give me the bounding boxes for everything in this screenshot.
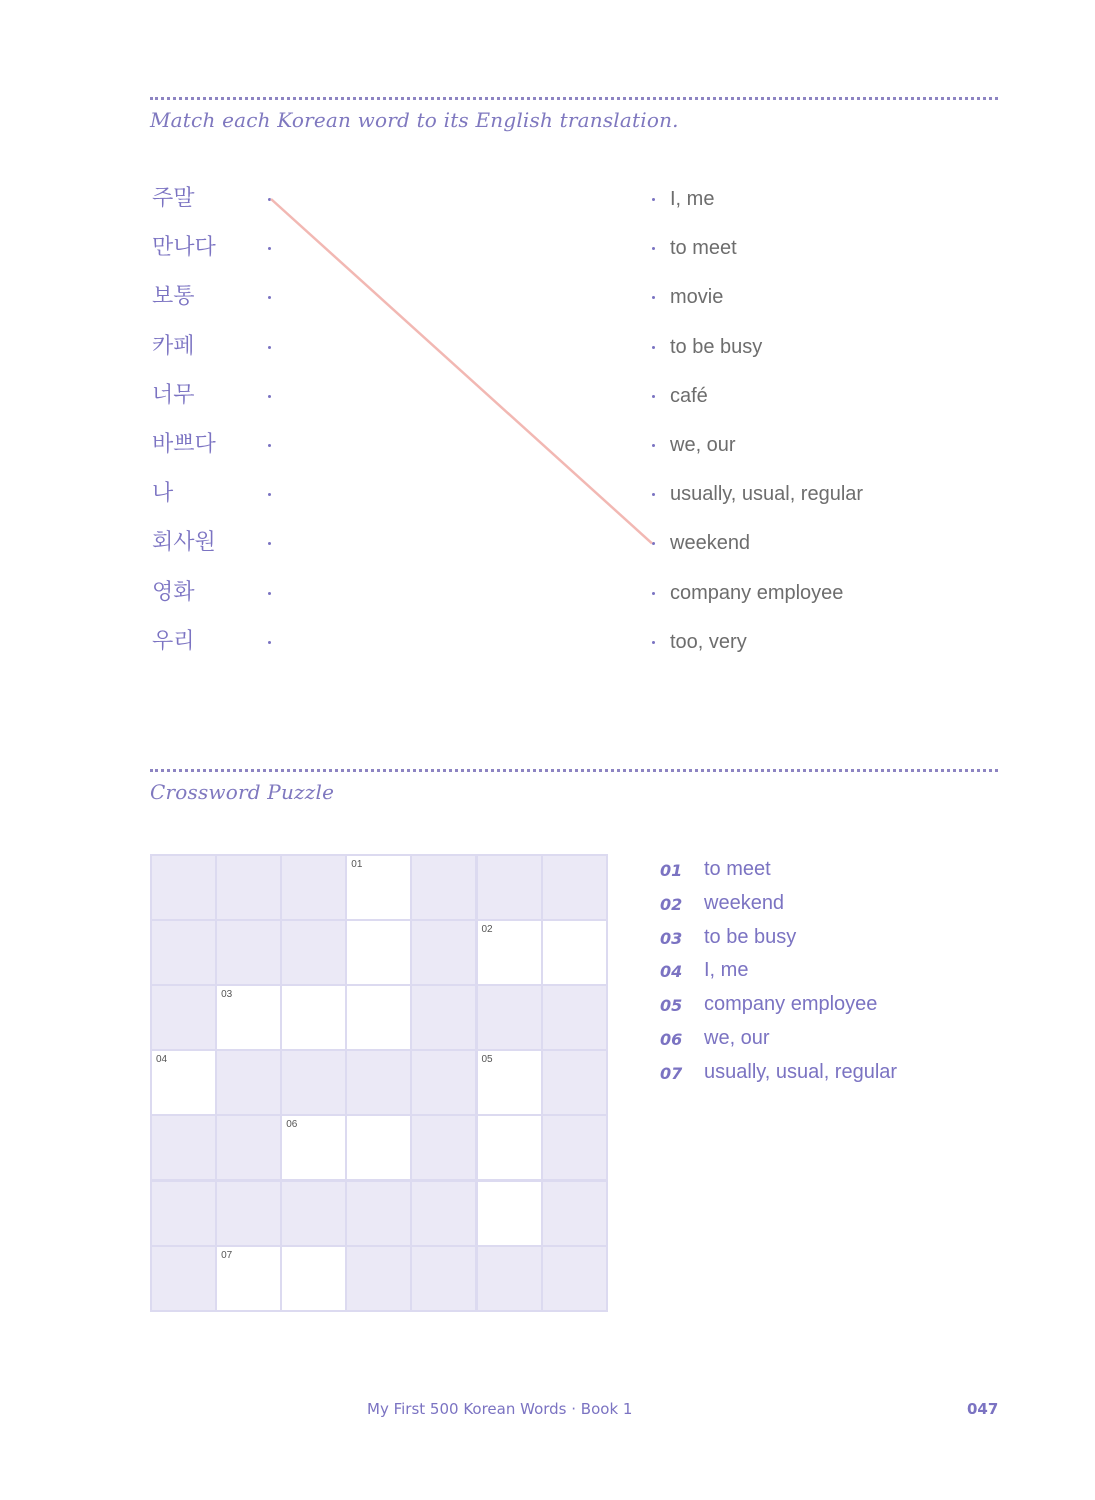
- clue-text: to meet: [704, 858, 771, 880]
- english-connect-dot[interactable]: [652, 592, 655, 595]
- crossword-divider: [150, 769, 998, 772]
- korean-word[interactable]: 나: [152, 481, 174, 507]
- english-connect-dot[interactable]: [652, 444, 655, 447]
- crossword-cell-blocked: [412, 1051, 475, 1114]
- crossword-cell-blocked: [217, 1051, 280, 1114]
- crossword-cell-blocked: [478, 856, 541, 919]
- crossword-cell-blocked: [217, 921, 280, 984]
- crossword-cell-blocked: [347, 1182, 410, 1245]
- crossword-cell-number: 05: [481, 1054, 493, 1066]
- korean-connect-dot[interactable]: [268, 346, 271, 349]
- crossword-cell-open[interactable]: [478, 1182, 541, 1245]
- crossword-cell-blocked: [478, 986, 541, 1049]
- korean-word[interactable]: 너무: [152, 382, 195, 408]
- crossword-cell-number: 06: [286, 1119, 298, 1131]
- crossword-cell-open[interactable]: [282, 1247, 345, 1310]
- crossword-cell-blocked: [412, 986, 475, 1049]
- korean-word[interactable]: 우리: [152, 628, 195, 654]
- crossword-cell-open[interactable]: [152, 1051, 215, 1114]
- english-word[interactable]: we, our: [670, 434, 736, 456]
- korean-word[interactable]: 보통: [152, 284, 195, 310]
- crossword-cell-blocked: [543, 1116, 606, 1179]
- clue-number: 07: [660, 1063, 683, 1083]
- crossword-cell-blocked: [412, 1116, 475, 1179]
- english-connect-dot[interactable]: [652, 542, 655, 545]
- clue-number: 02: [660, 894, 683, 914]
- clue-number: 05: [660, 996, 683, 1016]
- crossword-cell-blocked: [152, 856, 215, 919]
- english-connect-dot[interactable]: [652, 395, 655, 398]
- crossword-cell-blocked: [152, 1182, 215, 1245]
- korean-connect-dot[interactable]: [268, 493, 271, 496]
- korean-word[interactable]: 회사원: [152, 530, 216, 556]
- crossword-cell-blocked: [282, 856, 345, 919]
- clue-number: 03: [660, 928, 683, 948]
- crossword-cell-number: 01: [351, 859, 363, 870]
- korean-connect-dot[interactable]: [268, 542, 271, 545]
- korean-word[interactable]: 영화: [152, 579, 195, 605]
- english-connect-dot[interactable]: [652, 346, 655, 349]
- korean-connect-dot[interactable]: [268, 296, 271, 299]
- crossword-cell-blocked: [347, 1247, 410, 1310]
- korean-word[interactable]: 바쁘다: [152, 432, 216, 457]
- footer-book-title: My First 500 Korean Words · Book 1: [367, 1400, 633, 1418]
- clue-text: usually, usual, regular: [704, 1060, 898, 1083]
- crossword-cell-open[interactable]: [282, 986, 345, 1049]
- matching-instruction: Match each Korean word to its English translation.: [150, 108, 679, 132]
- english-connect-dot[interactable]: [652, 296, 655, 299]
- crossword-cell-open[interactable]: [543, 921, 606, 984]
- english-word[interactable]: weekend: [670, 532, 751, 555]
- crossword-cell-blocked: [282, 1051, 345, 1114]
- crossword-cell-blocked: [543, 986, 606, 1049]
- crossword-cell-open[interactable]: [347, 856, 410, 919]
- crossword-cell-blocked: [152, 921, 215, 984]
- clue-number: 04: [660, 962, 683, 982]
- crossword-cell-blocked: [543, 856, 606, 919]
- english-word[interactable]: to be busy: [670, 335, 763, 358]
- english-connect-dot[interactable]: [652, 641, 655, 644]
- crossword-cell-number: 02: [481, 924, 493, 936]
- clue-text: company employee: [704, 993, 878, 1016]
- crossword-cell-open[interactable]: [217, 1247, 280, 1310]
- crossword-cell-open[interactable]: [217, 986, 280, 1049]
- crossword-grid: [150, 854, 608, 1312]
- matching-divider: [150, 97, 998, 100]
- crossword-cell-blocked: [217, 1182, 280, 1245]
- crossword-cell-blocked: [412, 921, 475, 984]
- clue-text: to be busy: [704, 925, 797, 948]
- english-word[interactable]: movie: [670, 286, 724, 309]
- crossword-cell-open[interactable]: [478, 921, 541, 984]
- crossword-cell-blocked: [217, 1116, 280, 1179]
- korean-word[interactable]: 카페: [152, 333, 195, 359]
- clue-text: we, our: [704, 1027, 770, 1049]
- crossword-cell-open[interactable]: [347, 1116, 410, 1179]
- korean-word[interactable]: 만나다: [152, 235, 216, 261]
- crossword-cell-open[interactable]: [347, 921, 410, 984]
- crossword-cell-blocked: [347, 1051, 410, 1114]
- clue-number: 01: [660, 861, 683, 880]
- korean-connect-dot[interactable]: [268, 592, 271, 595]
- crossword-cell-open[interactable]: [478, 1116, 541, 1179]
- english-word[interactable]: I, me: [670, 188, 715, 210]
- english-connect-dot[interactable]: [652, 247, 655, 250]
- english-word[interactable]: company employee: [670, 581, 844, 604]
- crossword-cell-blocked: [543, 1182, 606, 1245]
- crossword-cell-blocked: [478, 1247, 541, 1310]
- crossword-cell-blocked: [543, 1247, 606, 1310]
- korean-connect-dot[interactable]: [268, 444, 271, 447]
- korean-connect-dot[interactable]: [268, 395, 271, 398]
- korean-word[interactable]: 주말: [152, 186, 195, 211]
- korean-connect-dot[interactable]: [268, 198, 271, 201]
- crossword-cell-blocked: [412, 856, 475, 919]
- crossword-cell-blocked: [152, 1247, 215, 1310]
- clue-text: weekend: [704, 891, 785, 914]
- crossword-cell-blocked: [282, 1182, 345, 1245]
- english-word[interactable]: too, very: [670, 630, 747, 653]
- english-word[interactable]: to meet: [670, 237, 737, 260]
- match-line-segment: [271, 199, 652, 543]
- clue-number: 06: [660, 1030, 683, 1049]
- crossword-cell-blocked: [412, 1247, 475, 1310]
- crossword-cell-blocked: [152, 1116, 215, 1179]
- korean-connect-dot[interactable]: [268, 641, 271, 644]
- crossword-cell-open[interactable]: [347, 986, 410, 1049]
- crossword-cell-open[interactable]: [282, 1116, 345, 1179]
- crossword-cell-blocked: [282, 921, 345, 984]
- crossword-cell-blocked: [152, 986, 215, 1049]
- clue-text: I, me: [704, 959, 749, 982]
- crossword-cell-open[interactable]: [478, 1051, 541, 1114]
- crossword-title: Crossword Puzzle: [150, 780, 335, 804]
- english-word[interactable]: café: [670, 384, 708, 407]
- footer-page-number: 047: [967, 1400, 999, 1418]
- english-connect-dot[interactable]: [652, 493, 655, 496]
- crossword-cell-blocked: [543, 1051, 606, 1114]
- korean-connect-dot[interactable]: [268, 247, 271, 250]
- crossword-cell-number: 07: [221, 1249, 233, 1261]
- crossword-cell-number: 04: [156, 1054, 168, 1066]
- crossword-cell-number: 03: [221, 989, 233, 1001]
- crossword-cell-blocked: [412, 1182, 475, 1245]
- english-connect-dot[interactable]: [652, 198, 655, 201]
- english-word[interactable]: usually, usual, regular: [670, 483, 864, 506]
- crossword-cell-blocked: [217, 856, 280, 919]
